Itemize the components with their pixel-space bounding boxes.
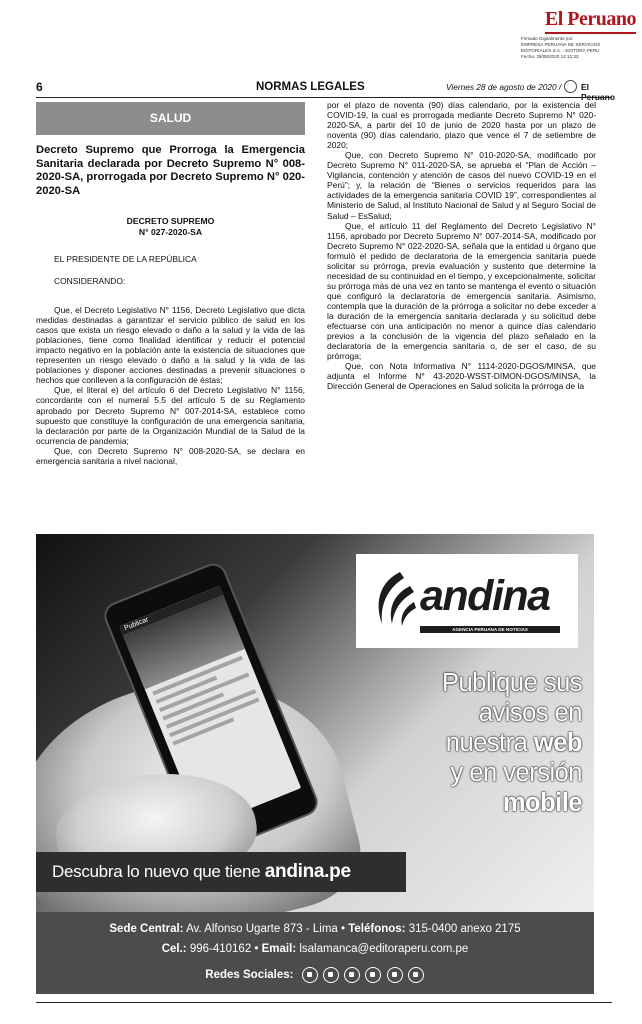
ad-cta-strip	[36, 852, 406, 892]
brand-logo	[545, 8, 636, 34]
decree-line: DECRETO SUPREMO	[126, 216, 215, 227]
hq-address: Av. Alfonso Ugarte 873 - Lima •	[183, 923, 349, 935]
paragraph: por el plazo de noventa (90) días calendario, por la existencia del COVID-19, la cual es prorrogada mediante Decreto Supremo N° 020-2020-SA, a partir del 10 de junio de 2020 hasta por un plazo de noventa (90) días calendario, plazo que vence el 7 de setiembre de 2020;	[327, 100, 596, 151]
andina-mark-icon	[370, 568, 418, 630]
issue-date: Viernes 28 de agosto de 2020 /	[446, 82, 562, 92]
cel-label: Cel.:	[161, 943, 187, 955]
brand-name: El Peruano	[544, 8, 636, 30]
sign-line: Firmado Digitalmente por:	[521, 36, 574, 41]
tel-number: 315-0400 anexo 2175	[405, 923, 521, 935]
contact-row	[36, 942, 594, 956]
tel-label: Teléfonos:	[348, 923, 406, 935]
email-address: lsalamanca@editoraperu.com.pe	[296, 943, 469, 955]
slogan-bold: web	[533, 729, 582, 757]
slogan-line: avisos en	[478, 699, 582, 727]
section-bar: SALUD	[36, 102, 305, 135]
slogan-line: Publique sus	[441, 669, 582, 697]
paragraph: Que, con Decreto Supremo N° 008-2020-SA, se declara en emergencia sanitaria a nivel nacional,	[36, 445, 305, 466]
paper-name: El Peruano	[581, 82, 616, 102]
cel-number: 996-410162 •	[186, 943, 262, 955]
considering-line: CONSIDERANDO:	[54, 276, 126, 287]
social-row	[36, 967, 594, 983]
president-line: EL PRESIDENTE DE LA REPÚBLICA	[54, 253, 197, 264]
page-number: 6	[36, 80, 43, 94]
slogan-text: nuestra	[445, 729, 534, 757]
hq-label: Sede Central:	[109, 923, 184, 935]
paragraph: Que, con Nota Informativa N° 1114-2020-DGOS/MINSA, que adjunta el Informe N° 43-2020-WSST-DIMON-DGOS/MINSA, la Dirección General de Operaciones en Salud solicita la prórroga de la	[327, 361, 596, 392]
andina-logo	[356, 554, 578, 648]
brand-underline	[545, 32, 636, 34]
seal-icon	[564, 80, 577, 93]
flickr-icon	[408, 967, 424, 983]
sign-line: Fecha: 28/08/2020 12:12:33	[521, 54, 579, 59]
twitter-icon	[323, 967, 339, 983]
decree-line: N° 027-2020-SA	[138, 226, 203, 237]
paragraph: Que, el literal e) del artículo 6 del Decreto Legislativo N° 1156, concordante con el numeral 5.5 del artículo 5 de su Reglamento aprobado por Decreto Supremo N° 007-2014-SA, establece como supuesto que constituye la configuración de una emergencia sanitaria, la declaración por parte de la Organización Mundial de la Salud de la ocurrencia de pandemia;	[36, 385, 305, 446]
running-header	[36, 80, 616, 102]
header-rule	[36, 97, 612, 98]
andina-advertisement	[36, 534, 594, 994]
decree-number	[36, 216, 305, 237]
section-title: NORMAS LEGALES	[256, 81, 365, 93]
left-column	[36, 102, 305, 466]
ad-slogan	[348, 668, 582, 818]
logo-tagline: AGENCIA PERUANA DE NOTICIAS	[420, 626, 560, 633]
digital-signature	[521, 36, 636, 60]
footer-rule	[36, 1002, 612, 1003]
contact-row	[36, 922, 594, 936]
social-icons	[301, 967, 425, 983]
right-column	[327, 100, 596, 391]
facebook-icon	[302, 967, 318, 983]
slogan-line: mobile	[502, 789, 582, 817]
cta-url: andina.pe	[264, 861, 351, 882]
instagram-icon	[365, 967, 381, 983]
sign-line: EDITORIALES S.A. - EDITORA PERU	[521, 48, 600, 53]
ad-contact-footer	[36, 912, 594, 994]
email-label: Email:	[261, 943, 297, 955]
article-title: Decreto Supremo que Prorroga la Emergencia Sanitaria declarada por Decreto Supremo N° 008-2020-SA, prorrogada por Decreto Supremo N° 020-2020-SA	[36, 144, 305, 197]
paragraph: Que, el Decreto Legislativo N° 1156, Decreto Legislativo que dicta medidas destinadas a garantizar el servicio público de salud en los casos que exista un riesgo elevado o daño a la salud y la vida de las poblaciones, tiene como finalidad identificar y reducir el potencial impacto negativo en la población ante la existencia de situaciones que representen un riesgo elevado o daño a la salud y la vida de las poblaciones y disponer acciones destinadas a prevenir situaciones o hechos que conlleven a la configuración de éstas;	[36, 305, 305, 386]
sign-line: EMPRESA PERUANA DE SERVICIOS	[521, 42, 601, 47]
paragraph: Que, el artículo 11 del Reglamento del Decreto Legislativo N° 1156, aprobado por Decreto Supremo N° 007-2014-SA, modificado por Decreto Supremo N° 022-2020-SA, señala que la entidad u órgano que formuló el pedido de declaratoria de la emergencia sanitaria puede solicitar su prórroga, previa evaluación y sustento que determine la necesidad de su continuidad en el tiempo, y excepcionalmente, solicitar su prórroga más de una vez en tanto se mantenga el evento o situación que configuró la declaratoria de emergencia sanitaria. Asimismo, contempla que la duración de la prórroga a solicitar no debe exceder a la duración de la emergencia sanitaria declarada y su solicitud debe efectuarse con una anticipación no menor a quince días calendario previos a la conclusión de la vigencia del plazo señalado en la declaratoria de la emergencia sanitaria o, de ser el caso, de su prórroga;	[327, 220, 596, 362]
linkedin-icon	[387, 967, 403, 983]
paragraph: Que, con Decreto Supremo N° 010-2020-SA, modificado por Decreto Supremo N° 011-2020-SA, se aprueba el “Plan de Acción – Vigilancia, contención y atención de casos del nuevo COVID-19 en el Perú”; y, la relación de “Bienes o servicios requeridos para las actividades de la emergencia sanitaria COVID 19”, correspondientes al Ministerio de Salud, al Instituto Nacional de Salud y al Seguro Social de Salud – EsSalud;	[327, 150, 596, 221]
slogan-line: y en versión	[450, 759, 582, 787]
slogan-line	[348, 728, 582, 758]
logo-word: andina	[420, 572, 550, 620]
youtube-icon	[344, 967, 360, 983]
cta-text: Descubra lo nuevo que tiene	[52, 862, 265, 881]
phone-app-label: Publicar	[119, 586, 223, 636]
social-label: Redes Sociales:	[205, 969, 294, 982]
